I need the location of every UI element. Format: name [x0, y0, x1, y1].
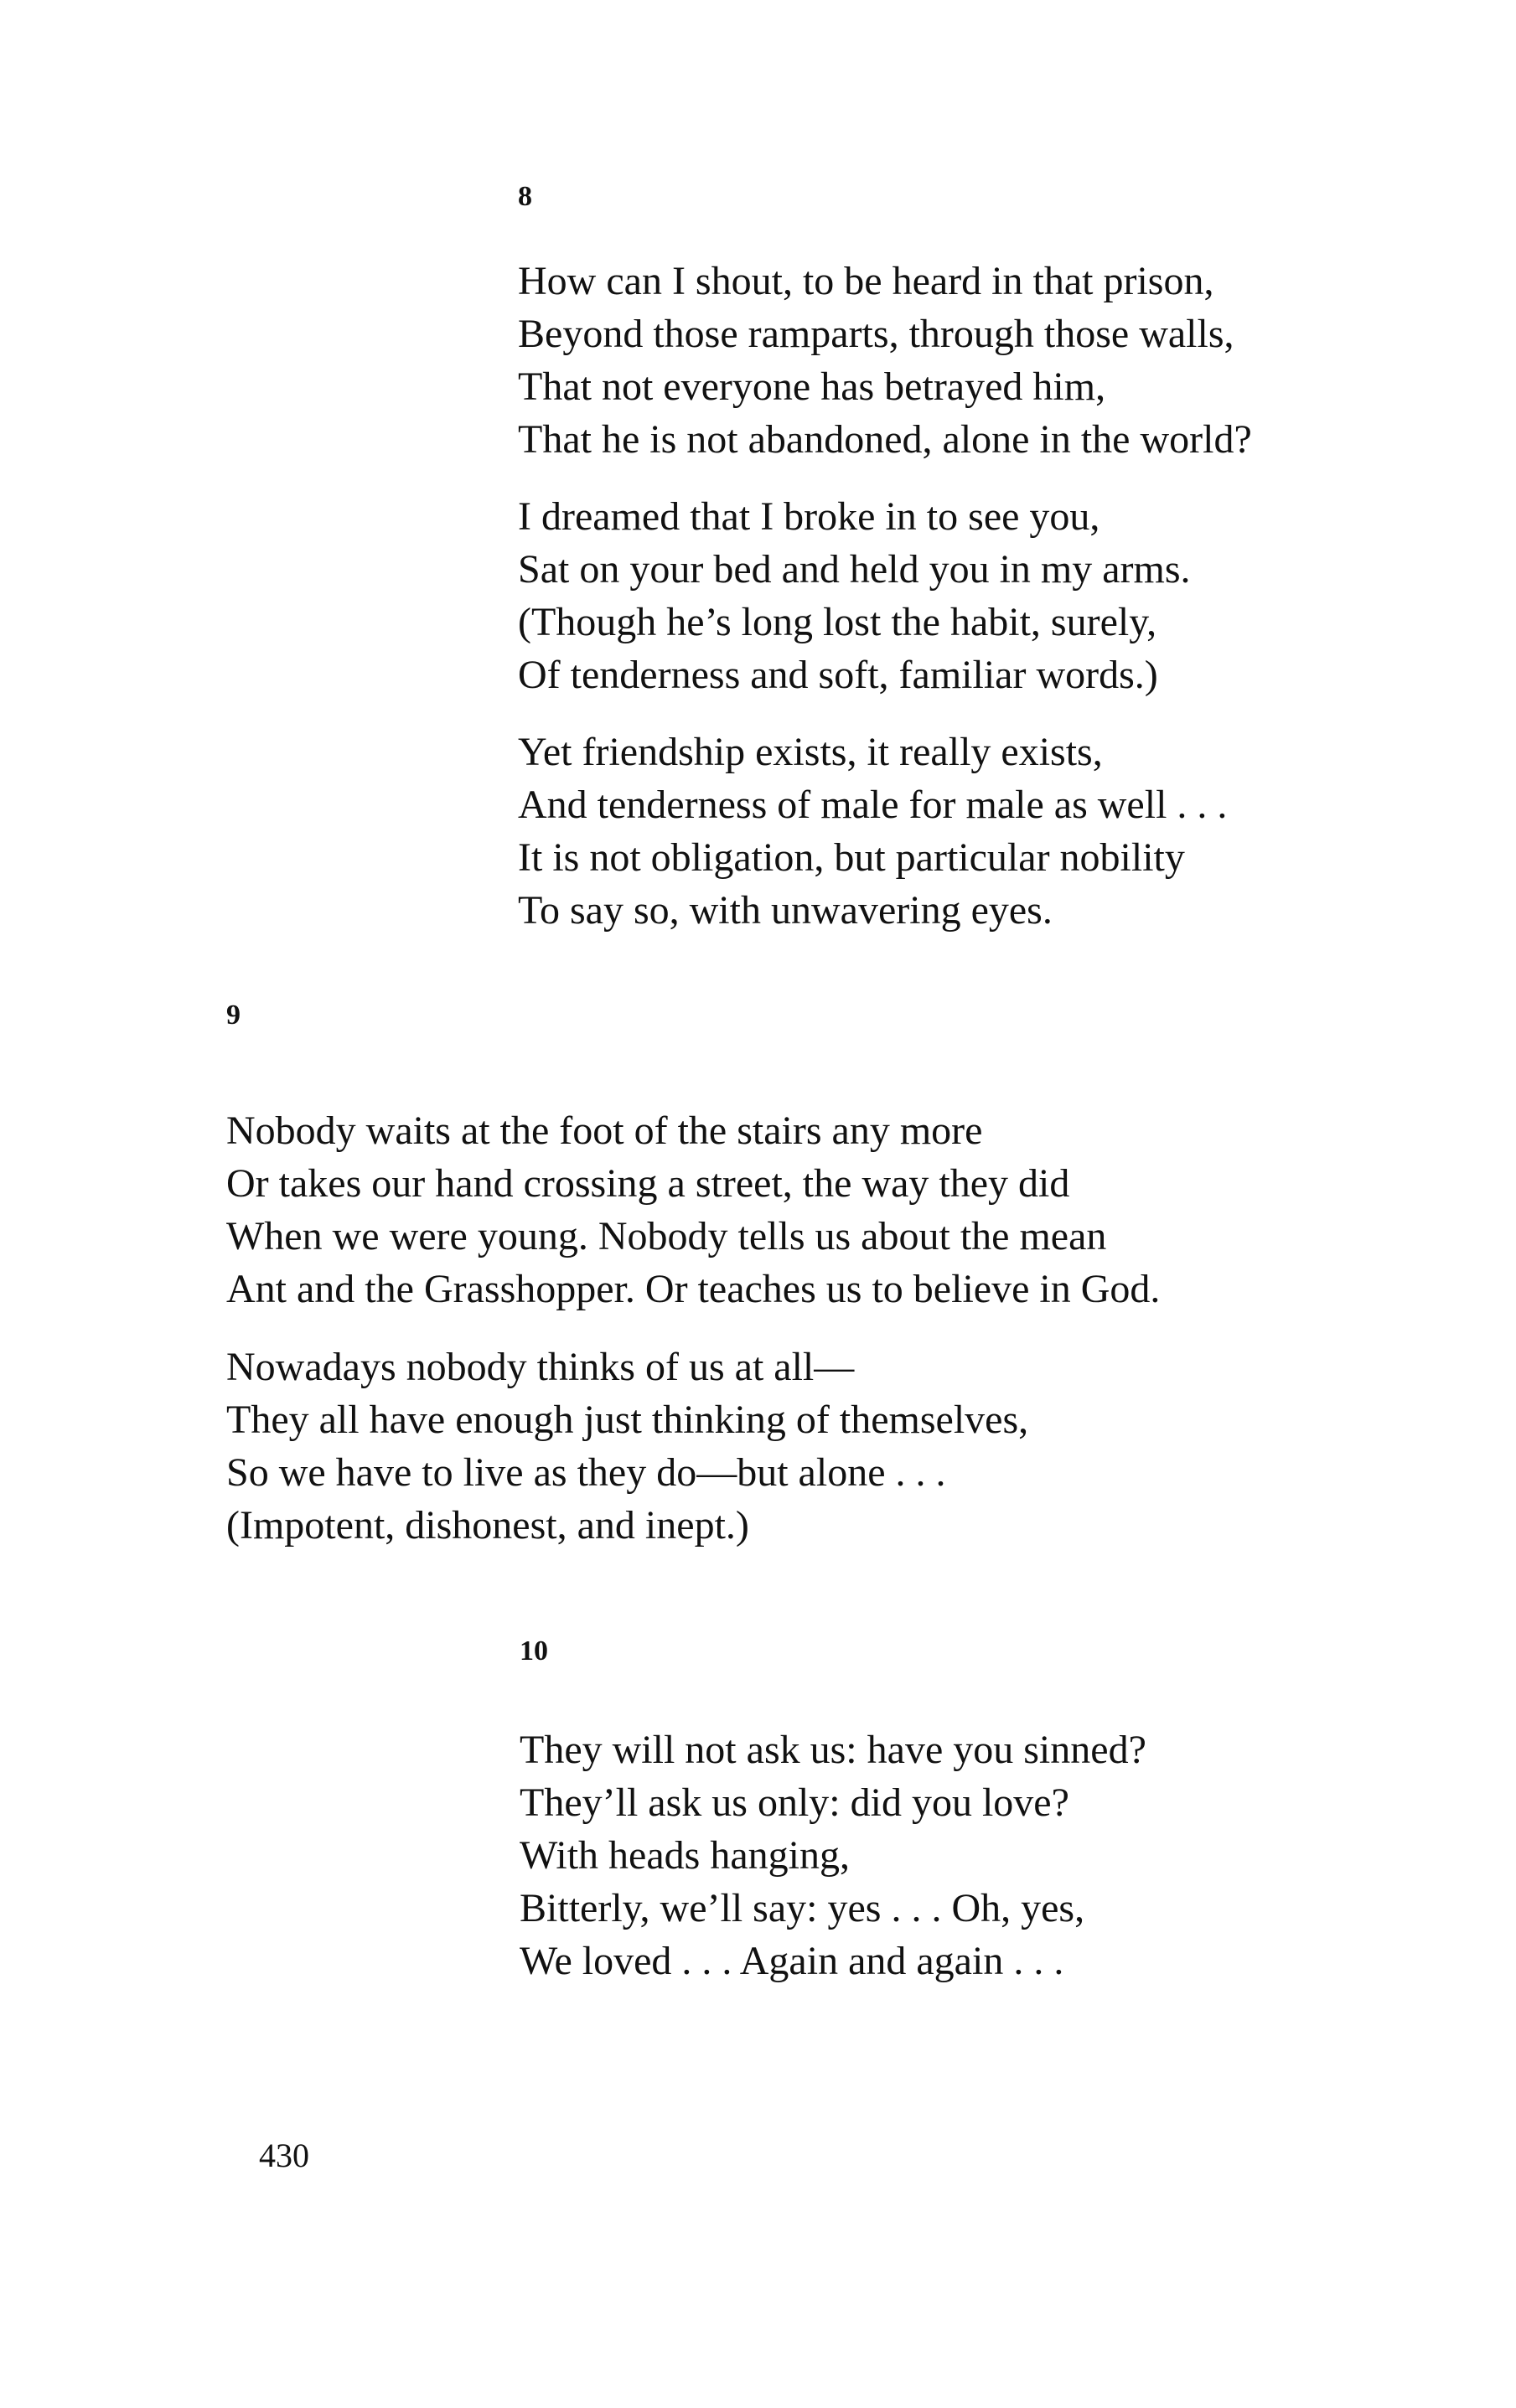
- verse-line: It is not obligation, but particular nobility: [518, 835, 1185, 880]
- verse-line: With heads hanging,: [520, 1833, 850, 1878]
- verse-line: (Impotent, dishonest, and inept.): [226, 1503, 749, 1548]
- verse-line: They will not ask us: have you sinned?: [520, 1728, 1146, 1772]
- verse-line: Nobody waits at the foot of the stairs any more: [226, 1108, 983, 1153]
- page-number: 430: [259, 2137, 309, 2174]
- poem-number: 8: [518, 181, 532, 212]
- verse-line: Ant and the Grasshopper. Or teaches us to believe in God.: [226, 1267, 1161, 1311]
- verse-line: Or takes our hand crossing a street, the way they did: [226, 1161, 1070, 1206]
- verse-line: When we were young. Nobody tells us about the mean: [226, 1214, 1107, 1258]
- poem-number: 9: [226, 1000, 241, 1031]
- verse-line: They’ll ask us only: did you love?: [520, 1780, 1069, 1825]
- poem-9: [226, 999, 1160, 1577]
- stanza: [520, 1723, 1146, 1987]
- stanza: [518, 490, 1252, 701]
- verse-line: Nowadays nobody thinks of us at all—: [226, 1345, 855, 1389]
- verse-line: Of tenderness and soft, familiar words.): [518, 653, 1158, 697]
- stanza: [226, 1341, 1160, 1552]
- stanza: [226, 1104, 1160, 1315]
- verse-line: (Though he’s long lost the habit, surely,: [518, 600, 1157, 644]
- verse-line: Beyond those ramparts, through those walls,: [518, 312, 1234, 356]
- stanza: [518, 255, 1252, 466]
- verse-line: So we have to live as they do—but alone . . .: [226, 1450, 946, 1495]
- verse-line: Sat on your bed and held you in my arms.: [518, 547, 1191, 592]
- verse-line: They all have enough just thinking of themselves,: [226, 1398, 1029, 1442]
- poem-8: [518, 180, 1252, 961]
- verse-line: And tenderness of male for male as well . . .: [518, 783, 1228, 827]
- verse-line: How can I shout, to be heard in that prison,: [518, 259, 1214, 303]
- poem-10: [520, 1635, 1146, 1987]
- verse-line: That he is not abandoned, alone in the world?: [518, 417, 1252, 462]
- verse-line: Bitterly, we’ll say: yes . . . Oh, yes,: [520, 1886, 1085, 1930]
- verse-line: Yet friendship exists, it really exists,: [518, 730, 1103, 774]
- stanza: [518, 726, 1252, 937]
- verse-line: To say so, with unwavering eyes.: [518, 888, 1053, 933]
- verse-line: I dreamed that I broke in to see you,: [518, 494, 1100, 539]
- verse-line: We loved . . . Again and again . . .: [520, 1939, 1064, 1983]
- verse-line: That not everyone has betrayed him,: [518, 364, 1106, 409]
- poem-number: 10: [520, 1635, 548, 1666]
